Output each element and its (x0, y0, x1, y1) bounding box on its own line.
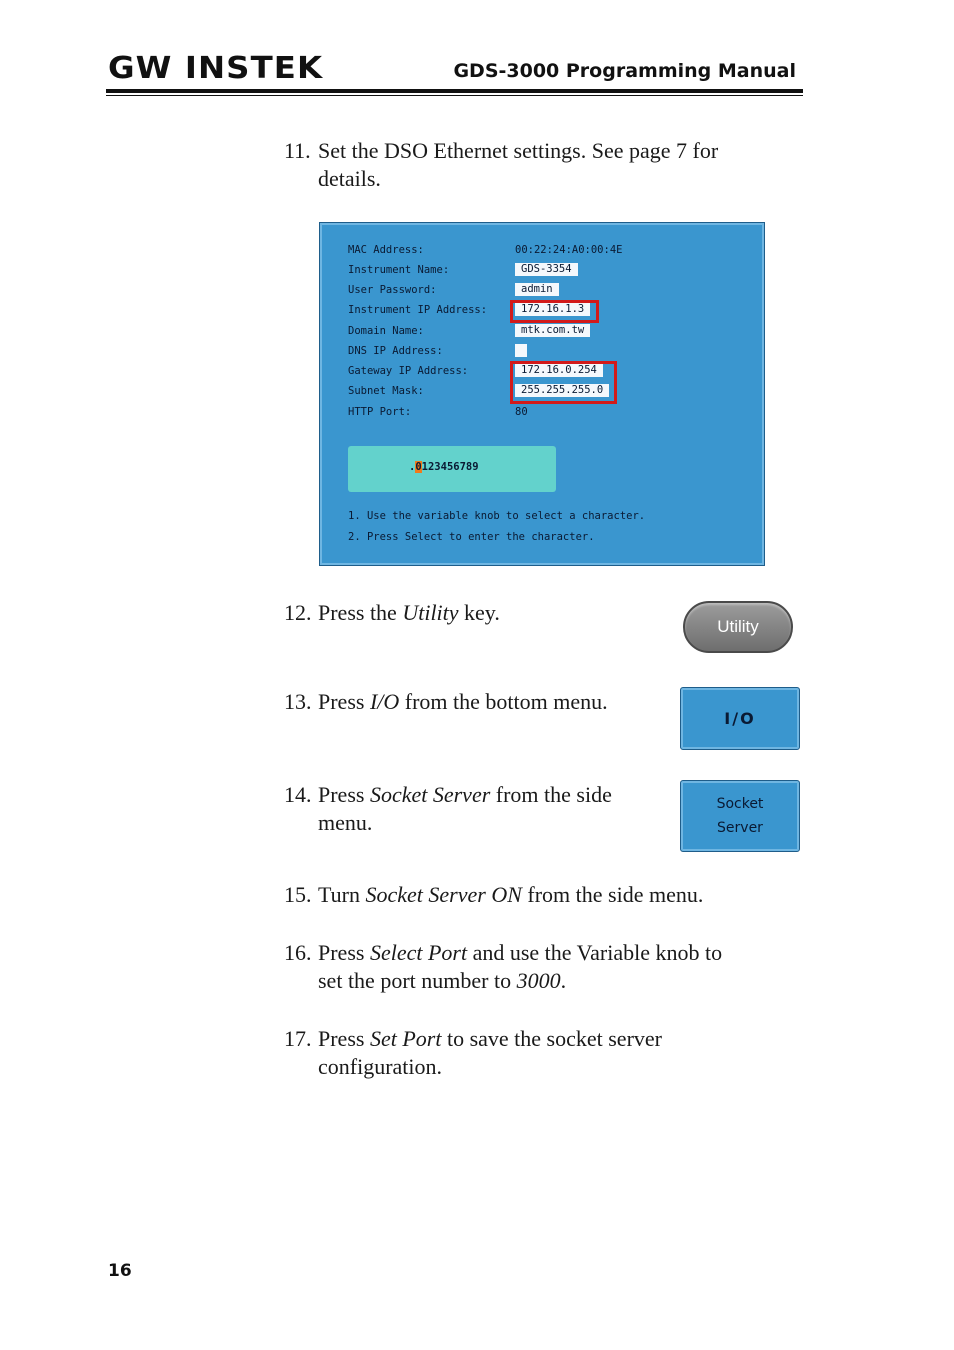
io-menu-button[interactable]: I/O (680, 687, 800, 750)
step-text-part: from the side (490, 782, 612, 807)
entry-cursor: 0 (415, 461, 422, 473)
page-number: 16 (108, 1261, 132, 1281)
character-entry-bar (348, 446, 556, 492)
step-text-part: from the bottom menu. (399, 689, 608, 714)
manual-title: GDS-3000 Programming Manual (453, 60, 796, 82)
entry-characters: 123456789 (421, 461, 479, 473)
step-text-part: key. (458, 600, 500, 625)
step-line: configuration. (318, 1054, 443, 1079)
step-key-name: I/O (369, 689, 400, 714)
step-text-part: from the side menu. (521, 882, 704, 907)
step-number: 11. (284, 138, 311, 163)
field-value: admin (515, 283, 559, 296)
instruction-note: 1. Use the variable knob to select a character. (348, 510, 646, 522)
field-label: Domain Name: (348, 325, 424, 337)
step-text (318, 599, 500, 627)
ethernet-settings-screen (319, 222, 765, 566)
field-label: Instrument Name: (348, 264, 450, 276)
step-key-name: Select Port (369, 940, 468, 965)
step-text-part: Press the (318, 600, 403, 625)
step-number: 17. (284, 1026, 312, 1051)
step-key-name: Socket Server (369, 782, 491, 807)
field-label: Subnet Mask: (348, 385, 424, 397)
highlight-gateway-subnet (510, 361, 617, 404)
field-value: 00:22:24:A0:00:4E (515, 244, 623, 256)
step-line: Set the DSO Ethernet settings. See page 7 for (318, 138, 719, 163)
field-value: GDS-3354 (515, 263, 578, 276)
step-key-name: Socket Server ON (365, 882, 522, 907)
button-label-line: Server (717, 820, 763, 836)
field-label: Gateway IP Address: (348, 365, 469, 377)
field-value: 255.255.255.0 (515, 384, 609, 397)
step-text-part: Press (318, 782, 370, 807)
field-label: Instrument IP Address: (348, 304, 488, 316)
field-label: User Password: (348, 284, 437, 296)
step-key-name: Utility (402, 600, 459, 625)
entry-prefix: . (409, 461, 416, 473)
field-label: HTTP Port: (348, 406, 412, 418)
step-key-name: Set Port (369, 1026, 442, 1051)
step-port-value: 3000 (516, 968, 561, 993)
step-text-part: Press (318, 1026, 370, 1051)
step-number: 14. (284, 782, 312, 807)
step-text (318, 137, 718, 193)
field-label: DNS IP Address: (348, 345, 443, 357)
step-text-part: and use the Variable knob to (467, 940, 723, 965)
step-text (318, 688, 608, 716)
field-value: 172.16.0.254 (515, 364, 603, 377)
field-label: MAC Address: (348, 244, 424, 256)
step-line: details. (318, 166, 381, 191)
step-text (318, 939, 722, 995)
field-value: 80 (515, 406, 528, 418)
step-text-part: Press (318, 940, 370, 965)
header-rule-thin (106, 95, 803, 96)
highlight-instrument-ip (510, 300, 599, 323)
step-line: menu. (318, 810, 373, 835)
step-text (318, 1025, 662, 1081)
button-label-line: Socket (716, 796, 764, 812)
step-text-part: Turn (318, 882, 366, 907)
gw-instek-logo: GW INSTEK (108, 51, 324, 86)
utility-button[interactable]: Utility (683, 601, 793, 653)
step-text (318, 781, 612, 837)
field-value: mtk.com.tw (515, 324, 590, 337)
socket-server-menu-button[interactable] (680, 780, 800, 852)
field-value: 172.16.1.3 (515, 303, 590, 316)
field-value (515, 344, 527, 357)
socket-server-label (717, 792, 764, 840)
instruction-note: 2. Press Select to enter the character. (348, 531, 595, 543)
step-number: 13. (284, 689, 312, 714)
step-number: 15. (284, 882, 312, 907)
character-entry-text (409, 461, 479, 473)
step-text (318, 881, 703, 909)
step-text-part: . (560, 968, 567, 993)
step-text-part: Press (318, 689, 370, 714)
step-number: 12. (284, 600, 312, 625)
step-number: 16. (284, 940, 312, 965)
step-text-part: set the port number to (318, 968, 517, 993)
header-rule-thick (106, 89, 803, 93)
step-text-part: to save the socket server (441, 1026, 662, 1051)
